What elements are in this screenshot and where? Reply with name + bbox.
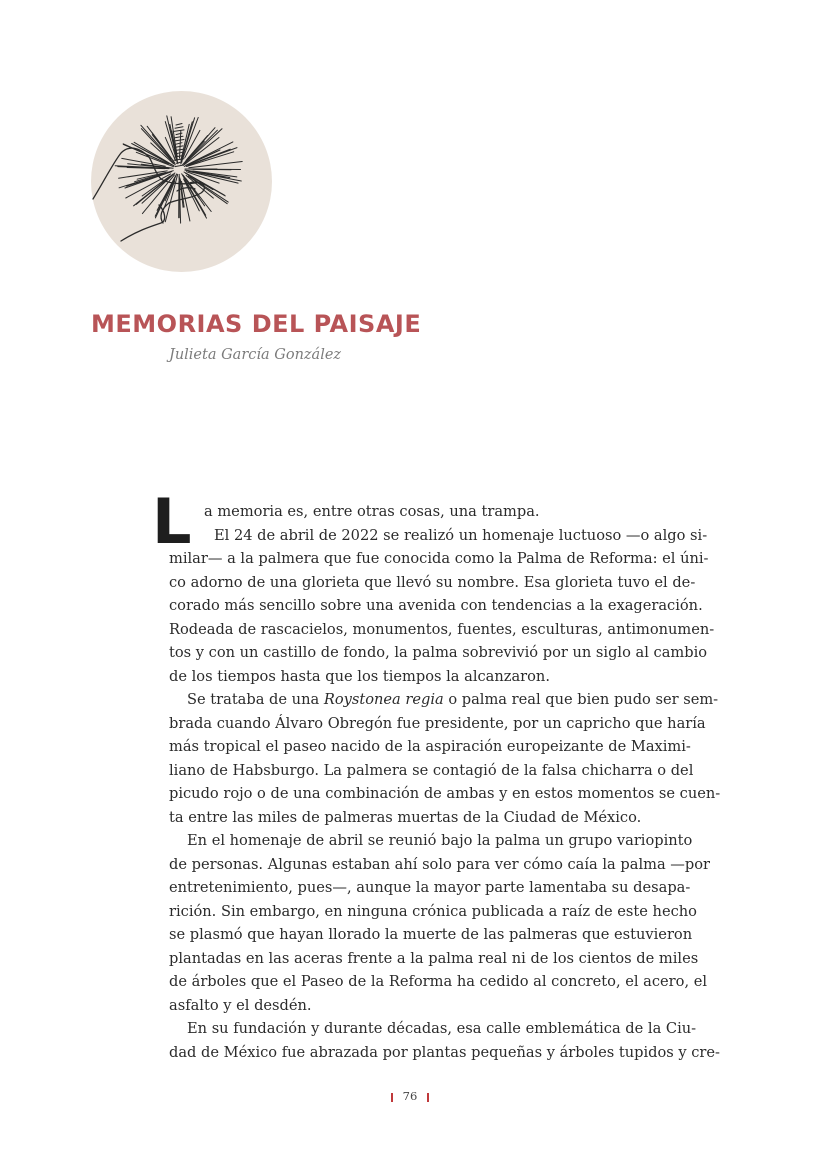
drop-cap: L [152, 485, 192, 558]
article-body [169, 500, 721, 1064]
text-line: plantadas en las aceras frente a la palma real ni de los cientos de miles [169, 949, 699, 967]
page-number-value: 76 [402, 1089, 418, 1103]
text-line: rición. Sin embargo, en ninguna crónica publicada a raíz de este hecho [169, 902, 697, 920]
text-line: Se trataba de una Roystonea regia o palma real que bien pudo ser sem- [187, 691, 719, 708]
species-name: Roystonea regia [323, 691, 444, 708]
page-number [0, 1089, 820, 1103]
text-line: se plasmó que hayan llorado la muerte de las palmeras que estuvieron [169, 926, 693, 943]
page-number-left-mark [391, 1093, 393, 1102]
text-line: co adorno de una glorieta que llevó su nombre. Esa glorieta tuvo el de- [169, 573, 696, 591]
text-line: En su fundación y durante décadas, esa calle emblemática de la Ciu- [187, 1020, 697, 1037]
text-line: corado más sencillo sobre una avenida con tendencias a la exageración. [169, 597, 703, 614]
page-number-right-mark [427, 1093, 429, 1102]
text-line: de los tiempos hasta que los tiempos la alcanzaron. [169, 667, 550, 685]
text-line: tos y con un castillo de fondo, la palma sobrevivió por un siglo al cambio [169, 644, 708, 661]
article-author: Julieta García González [169, 347, 342, 363]
text-line: dad de México fue abrazada por plantas pequeñas y árboles tupidos y cre- [169, 1043, 720, 1061]
hand-holding-pine-branch-icon [91, 91, 272, 272]
text-line: de árboles que el Paseo de la Reforma ha cedido al concreto, el acero, el [169, 973, 708, 990]
text-line: En el homenaje de abril se reunió bajo la palma un grupo variopinto [187, 832, 693, 849]
text-line: entretenimiento, pues—, aunque la mayor parte lamentaba su desapa- [169, 879, 691, 896]
text-line: asfalto y el desdén. [169, 996, 312, 1014]
text-line: a memoria es, entre otras cosas, una trampa. [204, 503, 540, 520]
text-line: milar— a la palmera que fue conocida como la Palma de Reforma: el úni- [169, 550, 709, 567]
text-line: ta entre las miles de palmeras muertas de la Ciudad de México. [169, 808, 642, 826]
text-line: Rodeada de rascacielos, monumentos, fuentes, esculturas, antimonumen- [169, 620, 715, 638]
text-line: picudo rojo o de una combinación de ambas y en estos momentos se cuen- [169, 785, 721, 802]
text-line: de personas. Algunas estaban ahí solo para ver cómo caía la palma —por [169, 855, 710, 873]
text-line: liano de Habsburgo. La palmera se contagió de la falsa chicharra o del [169, 761, 694, 779]
text-line: más tropical el paseo nacido de la aspiración europeizante de Maximi- [169, 738, 691, 755]
article-title: MEMORIAS DEL PAISAJE [91, 310, 422, 338]
text-line: brada cuando Álvaro Obregón fue presidente, por un capricho que haría [169, 714, 706, 732]
text-line: El 24 de abril de 2022 se realizó un homenaje luctuoso —o algo si- [214, 526, 708, 544]
